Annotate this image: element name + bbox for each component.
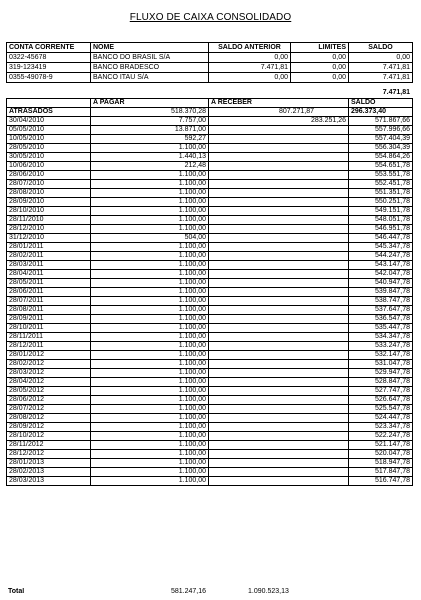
- row-a-receber: [209, 459, 349, 468]
- row-a-pagar: 1.100,00: [91, 387, 209, 396]
- row-a-pagar: 1.100,00: [91, 243, 209, 252]
- row-a-pagar: 212,48: [91, 162, 209, 171]
- cashflow-row: [7, 477, 413, 486]
- row-a-pagar: 1.100,00: [91, 270, 209, 279]
- row-a-receber: [209, 216, 349, 225]
- cashflow-row: [7, 306, 413, 315]
- row-a-pagar: 1.100,00: [91, 423, 209, 432]
- row-saldo: 571.867,66: [349, 117, 413, 126]
- row-a-pagar: 1.100,00: [91, 324, 209, 333]
- account-number: 0322-45678: [7, 53, 91, 63]
- row-a-receber: [209, 351, 349, 360]
- row-a-pagar: 1.100,00: [91, 216, 209, 225]
- header-saldo-anterior: SALDO ANTERIOR: [209, 43, 291, 53]
- cashflow-row: [7, 351, 413, 360]
- row-date: 28/02/2011: [7, 252, 91, 261]
- row-a-receber: [209, 342, 349, 351]
- row-saldo: 557.996,66: [349, 126, 413, 135]
- cashflow-row: [7, 252, 413, 261]
- cashflow-row: [7, 261, 413, 270]
- row-saldo: 534.347,78: [349, 333, 413, 342]
- header-a-receber: A RECEBER: [209, 99, 349, 108]
- row-a-receber: 283.251,26: [209, 117, 349, 126]
- row-a-pagar: 1.100,00: [91, 369, 209, 378]
- cashflow-row: [7, 189, 413, 198]
- row-saldo: 520.047,78: [349, 450, 413, 459]
- row-a-pagar: 1.100,00: [91, 378, 209, 387]
- row-saldo: 517.847,78: [349, 468, 413, 477]
- row-a-pagar: 1.100,00: [91, 279, 209, 288]
- row-a-pagar: 1.100,00: [91, 189, 209, 198]
- account-row: [7, 63, 413, 73]
- row-date: 28/03/2012: [7, 369, 91, 378]
- row-a-receber: [209, 441, 349, 450]
- cashflow-row: [7, 270, 413, 279]
- row-a-pagar: 1.100,00: [91, 207, 209, 216]
- row-a-pagar: 1.100,00: [91, 171, 209, 180]
- row-date: 28/03/2013: [7, 477, 91, 486]
- row-a-pagar: 1.100,00: [91, 351, 209, 360]
- cashflow-row: [7, 468, 413, 477]
- cashflow-row: [7, 423, 413, 432]
- row-a-pagar: 1.100,00: [91, 180, 209, 189]
- cashflow-row: [7, 171, 413, 180]
- row-date: 28/06/2010: [7, 171, 91, 180]
- row-a-pagar: 1.100,00: [91, 477, 209, 486]
- row-date: 28/05/2012: [7, 387, 91, 396]
- row-date: 31/12/2010: [7, 234, 91, 243]
- total-a-receber: 1.090.523,13: [248, 588, 289, 595]
- row-a-pagar: 1.100,00: [91, 360, 209, 369]
- row-saldo: 546.447,78: [349, 234, 413, 243]
- row-saldo: 540.947,78: [349, 279, 413, 288]
- total-label: Total: [8, 588, 25, 595]
- row-date: 05/05/2010: [7, 126, 91, 135]
- row-saldo: 524.447,78: [349, 414, 413, 423]
- row-a-receber: [209, 396, 349, 405]
- header-date: [7, 99, 91, 108]
- cashflow-row: [7, 360, 413, 369]
- total-a-pagar: 581.247,16: [170, 588, 206, 595]
- row-date: 28/11/2011: [7, 333, 91, 342]
- row-a-pagar: 1.100,00: [91, 198, 209, 207]
- row-date: 28/06/2012: [7, 396, 91, 405]
- row-a-receber: [209, 144, 349, 153]
- row-saldo: 523.347,78: [349, 423, 413, 432]
- row-saldo: 539.847,78: [349, 288, 413, 297]
- row-date: 28/12/2011: [7, 342, 91, 351]
- row-a-receber: [209, 270, 349, 279]
- row-a-pagar: 1.100,00: [91, 306, 209, 315]
- row-date: 28/05/2011: [7, 279, 91, 288]
- row-saldo: 526.647,78: [349, 396, 413, 405]
- row-saldo: 516.747,78: [349, 477, 413, 486]
- cashflow-table: [6, 98, 413, 486]
- row-a-receber: [209, 432, 349, 441]
- row-a-receber: [209, 324, 349, 333]
- row-a-receber: [209, 261, 349, 270]
- row-saldo: 518.947,78: [349, 459, 413, 468]
- row-date: 28/09/2010: [7, 198, 91, 207]
- row-a-receber: [209, 315, 349, 324]
- row-date: 28/08/2011: [7, 306, 91, 315]
- cashflow-row: [7, 225, 413, 234]
- row-date: 28/01/2012: [7, 351, 91, 360]
- cashflow-row: [7, 450, 413, 459]
- atrasados-saldo: 296.373,40: [349, 108, 413, 117]
- cashflow-row: [7, 315, 413, 324]
- row-a-pagar: 1.100,00: [91, 342, 209, 351]
- row-date: 10/06/2010: [7, 162, 91, 171]
- cashflow-row: [7, 216, 413, 225]
- row-saldo: 522.247,78: [349, 432, 413, 441]
- row-a-pagar: 1.100,00: [91, 144, 209, 153]
- cashflow-row: [7, 198, 413, 207]
- row-a-receber: [209, 252, 349, 261]
- row-saldo: 528.847,78: [349, 378, 413, 387]
- row-saldo: 554.864,26: [349, 153, 413, 162]
- row-date: 28/04/2011: [7, 270, 91, 279]
- row-a-receber: [209, 189, 349, 198]
- row-date: 28/08/2012: [7, 414, 91, 423]
- atrasados-a-pagar: 518.370,28: [91, 108, 209, 117]
- row-a-pagar: 13.871,00: [91, 126, 209, 135]
- account-name: BANCO DO BRASIL S/A: [91, 53, 209, 63]
- row-a-receber: [209, 180, 349, 189]
- header-saldo: SALDO: [349, 43, 413, 53]
- row-a-pagar: 1.100,00: [91, 459, 209, 468]
- cashflow-row: [7, 378, 413, 387]
- row-a-receber: [209, 153, 349, 162]
- row-a-receber: [209, 369, 349, 378]
- row-date: 28/12/2010: [7, 225, 91, 234]
- row-a-pagar: 1.100,00: [91, 288, 209, 297]
- row-a-receber: [209, 405, 349, 414]
- account-row: [7, 53, 413, 63]
- row-saldo: 535.447,78: [349, 324, 413, 333]
- row-date: 28/03/2011: [7, 261, 91, 270]
- cashflow-row: [7, 279, 413, 288]
- report-title: FLUXO DE CAIXA CONSOLIDADO: [129, 12, 292, 23]
- row-saldo: 536.547,78: [349, 315, 413, 324]
- row-date: 28/08/2010: [7, 189, 91, 198]
- row-saldo: 527.747,78: [349, 387, 413, 396]
- account-saldo: 7.471,81: [349, 63, 413, 73]
- row-date: 28/10/2011: [7, 324, 91, 333]
- cashflow-row: [7, 396, 413, 405]
- row-saldo: 552.451,78: [349, 180, 413, 189]
- cashflow-row: [7, 144, 413, 153]
- row-saldo: 521.147,78: [349, 441, 413, 450]
- row-saldo: 551.351,78: [349, 189, 413, 198]
- row-date: 28/11/2012: [7, 441, 91, 450]
- row-a-pagar: 1.100,00: [91, 441, 209, 450]
- cashflow-row: [7, 234, 413, 243]
- row-saldo: 548.051,78: [349, 216, 413, 225]
- row-a-receber: [209, 414, 349, 423]
- cashflow-row: [7, 369, 413, 378]
- row-saldo: 542.047,78: [349, 270, 413, 279]
- header-nome: NOME: [91, 43, 209, 53]
- header-conta-corrente: CONTA CORRENTE: [7, 43, 91, 53]
- row-a-pagar: 1.100,00: [91, 225, 209, 234]
- total-row: [6, 588, 412, 596]
- row-a-receber: [209, 450, 349, 459]
- row-a-receber: [209, 162, 349, 171]
- row-a-receber: [209, 135, 349, 144]
- row-a-receber: [209, 477, 349, 486]
- row-saldo: 545.347,78: [349, 243, 413, 252]
- row-date: 28/12/2012: [7, 450, 91, 459]
- accounts-table: [6, 42, 413, 83]
- row-date: 28/06/2011: [7, 288, 91, 297]
- row-date: 28/09/2012: [7, 423, 91, 432]
- row-saldo: 529.947,78: [349, 369, 413, 378]
- row-a-pagar: 1.100,00: [91, 432, 209, 441]
- row-a-receber: [209, 297, 349, 306]
- row-a-pagar: 1.100,00: [91, 252, 209, 261]
- row-a-receber: [209, 126, 349, 135]
- row-a-pagar: 1.440,13: [91, 153, 209, 162]
- row-a-receber: [209, 360, 349, 369]
- row-a-receber: [209, 243, 349, 252]
- account-number: 0355-49078-9: [7, 73, 91, 83]
- row-saldo: 556.304,39: [349, 144, 413, 153]
- account-saldo-anterior: 7.471,81: [209, 63, 291, 73]
- row-a-receber: [209, 279, 349, 288]
- account-limites: 0,00: [291, 73, 349, 83]
- row-saldo: 553.551,78: [349, 171, 413, 180]
- account-saldo: 0,00: [349, 53, 413, 63]
- cashflow-row: [7, 414, 413, 423]
- row-saldo: 557.404,39: [349, 135, 413, 144]
- cashflow-row: [7, 135, 413, 144]
- cashflow-header-row: [7, 99, 413, 108]
- cashflow-row: [7, 288, 413, 297]
- account-saldo-anterior: 0,00: [209, 73, 291, 83]
- row-date: 28/01/2013: [7, 459, 91, 468]
- accounts-total: 7.471,81: [382, 89, 410, 96]
- row-a-pagar: 504,00: [91, 234, 209, 243]
- header-saldo: SALDO: [349, 99, 413, 108]
- row-saldo: 532.147,78: [349, 351, 413, 360]
- account-number: 319-123419: [7, 63, 91, 73]
- row-a-receber: [209, 468, 349, 477]
- row-date: 10/05/2010: [7, 135, 91, 144]
- row-date: 28/07/2010: [7, 180, 91, 189]
- row-saldo: 531.047,78: [349, 360, 413, 369]
- cashflow-row: [7, 333, 413, 342]
- row-a-receber: [209, 171, 349, 180]
- account-saldo: 7.471,81: [349, 73, 413, 83]
- account-saldo-anterior: 0,00: [209, 53, 291, 63]
- row-date: 28/02/2012: [7, 360, 91, 369]
- row-date: 28/02/2013: [7, 468, 91, 477]
- atrasados-a-receber: 807.271,87: [209, 108, 349, 117]
- row-a-receber: [209, 234, 349, 243]
- cashflow-row: [7, 432, 413, 441]
- row-saldo: 549.151,78: [349, 207, 413, 216]
- account-name: BANCO BRADESCO: [91, 63, 209, 73]
- row-a-receber: [209, 288, 349, 297]
- cashflow-row: [7, 387, 413, 396]
- row-a-receber: [209, 387, 349, 396]
- total-saldo: [348, 588, 412, 596]
- row-a-receber: [209, 378, 349, 387]
- row-saldo: 533.247,78: [349, 342, 413, 351]
- cashflow-row: [7, 117, 413, 126]
- atrasados-row: [7, 108, 413, 117]
- total-row-table: [6, 588, 412, 596]
- row-date: 30/05/2010: [7, 153, 91, 162]
- row-saldo: 525.547,78: [349, 405, 413, 414]
- row-date: 28/10/2012: [7, 432, 91, 441]
- row-date: 30/04/2010: [7, 117, 91, 126]
- header-limites: LIMITES: [291, 43, 349, 53]
- row-a-pagar: 1.100,00: [91, 468, 209, 477]
- row-date: 28/07/2012: [7, 405, 91, 414]
- cashflow-row: [7, 243, 413, 252]
- cashflow-row: [7, 459, 413, 468]
- row-date: 28/05/2010: [7, 144, 91, 153]
- row-a-pagar: 1.100,00: [91, 396, 209, 405]
- row-date: 28/04/2012: [7, 378, 91, 387]
- cashflow-row: [7, 297, 413, 306]
- row-a-receber: [209, 306, 349, 315]
- row-a-pagar: 1.100,00: [91, 297, 209, 306]
- row-a-receber: [209, 198, 349, 207]
- accounts-header-row: [7, 43, 413, 53]
- row-saldo: 544.247,78: [349, 252, 413, 261]
- account-row: [7, 73, 413, 83]
- row-date: 28/01/2011: [7, 243, 91, 252]
- row-saldo: 538.747,78: [349, 297, 413, 306]
- row-a-receber: [209, 423, 349, 432]
- cashflow-row: [7, 153, 413, 162]
- cashflow-row: [7, 162, 413, 171]
- row-a-pagar: 1.100,00: [91, 414, 209, 423]
- row-a-receber: [209, 333, 349, 342]
- row-saldo: 554.651,78: [349, 162, 413, 171]
- row-saldo: 546.951,78: [349, 225, 413, 234]
- row-a-pagar: 7.757,00: [91, 117, 209, 126]
- row-a-pagar: 592,27: [91, 135, 209, 144]
- row-saldo: 543.147,78: [349, 261, 413, 270]
- row-a-pagar: 1.100,00: [91, 333, 209, 342]
- cashflow-row: [7, 441, 413, 450]
- row-saldo: 550.251,78: [349, 198, 413, 207]
- atrasados-label: ATRASADOS: [7, 108, 91, 117]
- account-name: BANCO ITAU S/A: [91, 73, 209, 83]
- cashflow-row: [7, 126, 413, 135]
- row-a-pagar: 1.100,00: [91, 315, 209, 324]
- row-date: 28/10/2010: [7, 207, 91, 216]
- row-a-pagar: 1.100,00: [91, 450, 209, 459]
- cashflow-row: [7, 207, 413, 216]
- row-a-receber: [209, 207, 349, 216]
- cashflow-row: [7, 342, 413, 351]
- row-a-pagar: 1.100,00: [91, 261, 209, 270]
- account-limites: 0,00: [291, 63, 349, 73]
- account-limites: 0,00: [291, 53, 349, 63]
- row-date: 28/11/2010: [7, 216, 91, 225]
- header-a-pagar: A PAGAR: [91, 99, 209, 108]
- cashflow-row: [7, 405, 413, 414]
- row-date: 28/09/2011: [7, 315, 91, 324]
- cashflow-row: [7, 324, 413, 333]
- row-saldo: 537.647,78: [349, 306, 413, 315]
- row-a-receber: [209, 225, 349, 234]
- row-a-pagar: 1.100,00: [91, 405, 209, 414]
- row-date: 28/07/2011: [7, 297, 91, 306]
- cashflow-row: [7, 180, 413, 189]
